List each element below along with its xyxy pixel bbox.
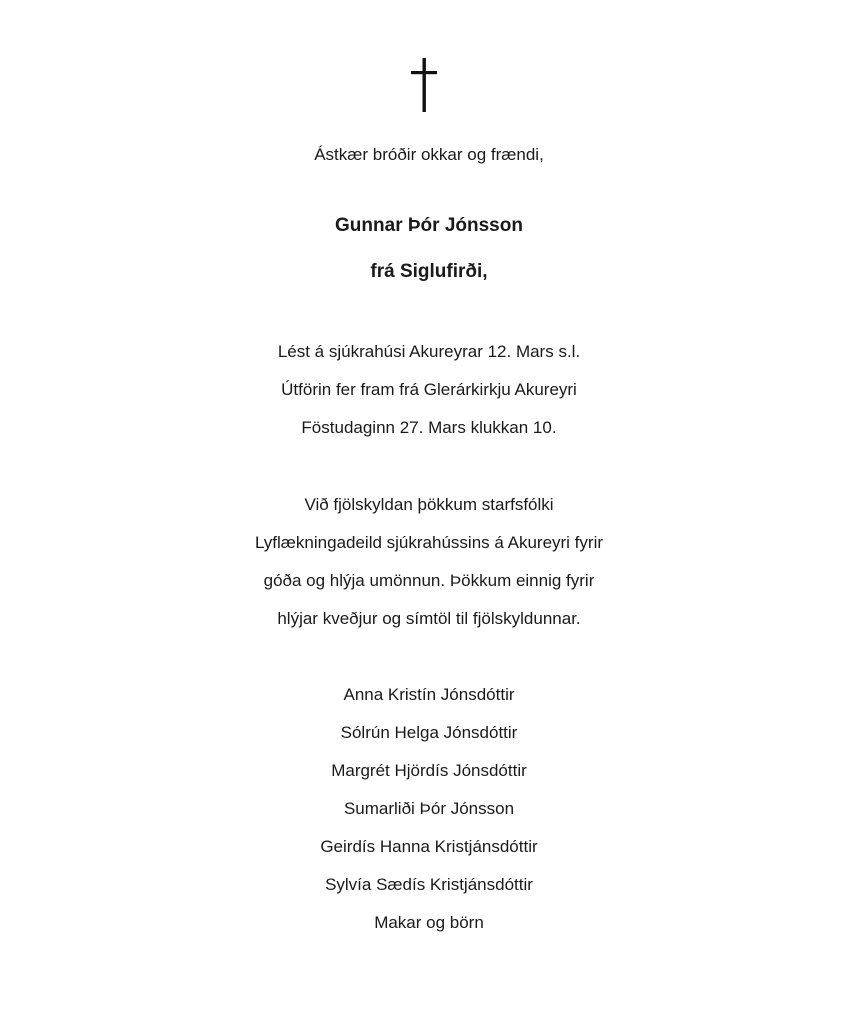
signatory: Margrét Hjördís Jónsdóttir bbox=[331, 761, 527, 780]
funeral-line: Útförin fer fram frá Glerárkirkju Akureyri bbox=[281, 380, 577, 399]
signatory: Sólrún Helga Jónsdóttir bbox=[340, 723, 518, 742]
death-line: Lést á sjúkrahúsi Akureyrar 12. Mars s.l. bbox=[277, 342, 581, 361]
latin-cross-icon bbox=[409, 58, 439, 112]
signatory: Sumarliði Þór Jónsson bbox=[343, 799, 515, 818]
signatory: Sylvía Sædís Kristjánsdóttir bbox=[325, 875, 533, 894]
thanks-line: hlýjar kveðjur og símtöl til fjölskyldunnar. bbox=[277, 609, 581, 628]
thanks-line: Lyflækningadeild sjúkrahússins á Akureyri fyrir bbox=[254, 533, 604, 552]
signatory: Anna Kristín Jónsdóttir bbox=[343, 685, 515, 704]
greeting-line: Ástkær bróðir okkar og frændi, bbox=[314, 145, 544, 164]
signatory-families: Makar og börn bbox=[374, 913, 484, 932]
signatory: Geirdís Hanna Kristjánsdóttir bbox=[320, 837, 538, 856]
thanks-line: góða og hlýja umönnun. Þökkum einnig fyrir bbox=[263, 571, 595, 590]
thanks-line: Við fjölskyldan þökkum starfsfólki bbox=[304, 495, 554, 514]
deceased-name: Gunnar Þór Jónsson bbox=[335, 215, 523, 236]
funeral-date-line: Föstudaginn 27. Mars klukkan 10. bbox=[301, 418, 557, 437]
deceased-origin: frá Siglufirði, bbox=[370, 261, 488, 282]
